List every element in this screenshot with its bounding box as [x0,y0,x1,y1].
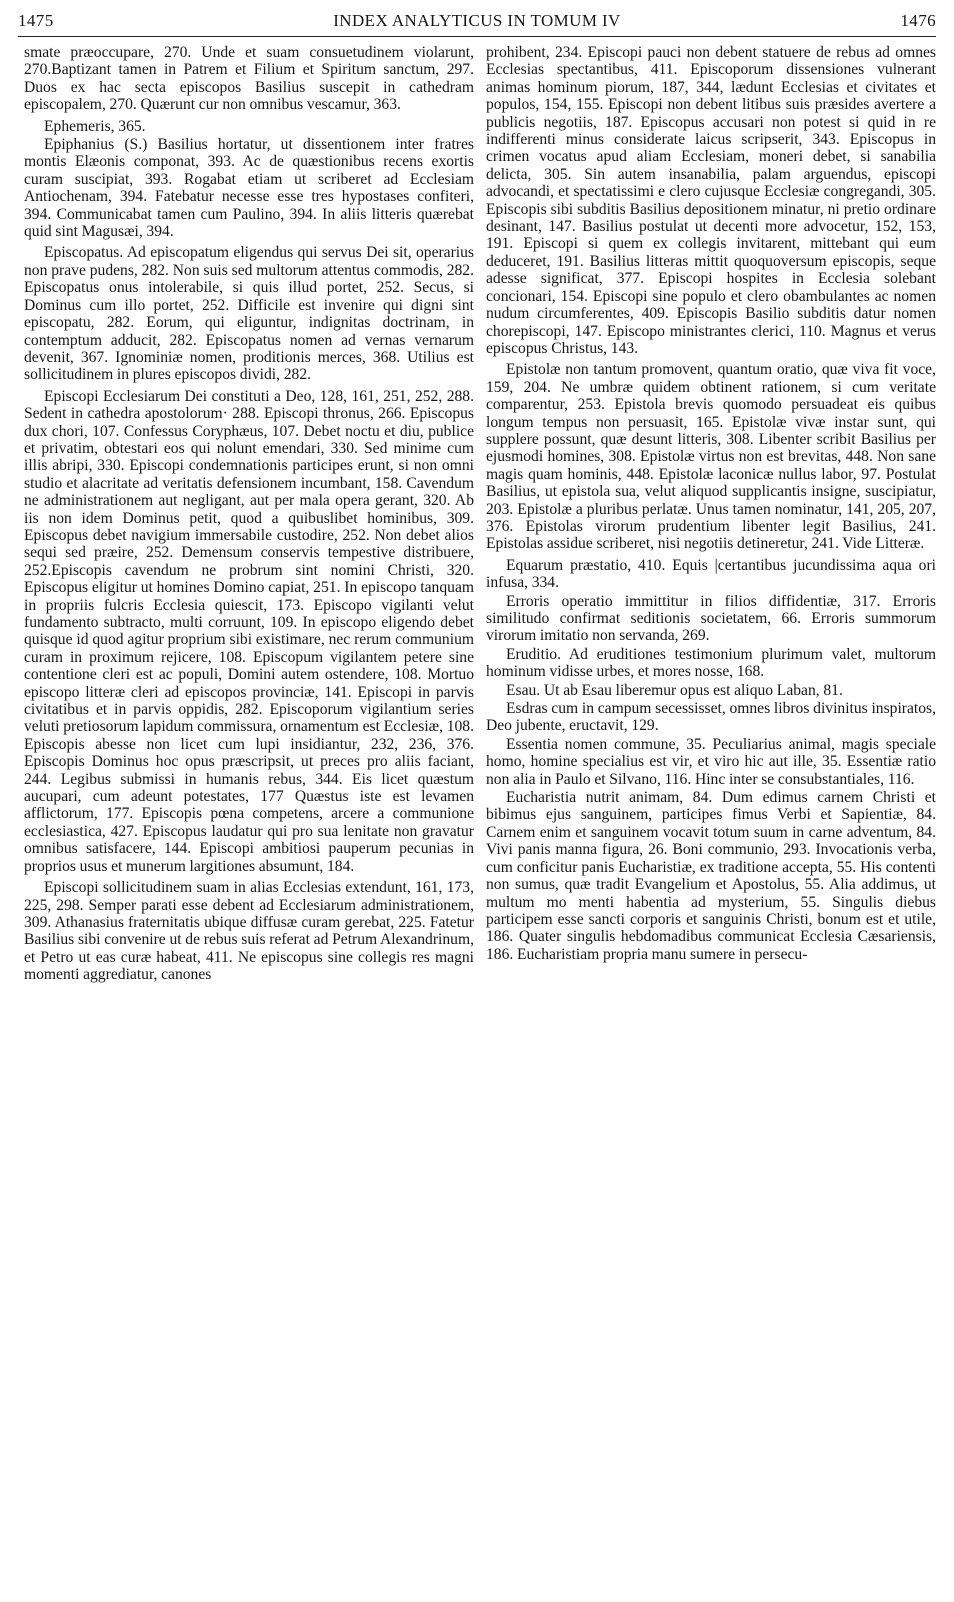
index-entry: Episcopi Ecclesiarum Dei constituti a Deo, 128, 161, 251, 252, 288. Sedent in cathedra apostolorum· 288. Episcopi thronus, 266. Episcopus dux chori, 107. Confessus Coryphæus, 107. Debet noctu et diu, publice et privatim, obtestari eos qui nolunt emendari, 330. Sed minime cum illis abripi, 330. Episcopi condemnationis participes erunt, si non omni studio et alacritate ad veritatis defensionem incumbant, 158. Cavendum ne administrationem aut negligant, aut per mala opera gerant, 320. Ab iis non idem Dominus petit, quod a quibuslibet hominibus, 309. Episcopus debet navigium immersabile custodire, 252. Non debet alios sequi sed præire, 252. Demensum conservis tempestive distribuere, 252.Episcopis cavendum ne probrum sint nomini Christi, 320. Episcopus eligitur ut homines Domino capiat, 251. In episcopo tanquam in propriis fulcris Ecclesia quiescit, 173. Episcopo vigilanti velut fundamento subtracto, multi corruunt, 109. In episcopo eligendo debet quisque id quod agitur proprium sibi existimare, nec rerum communium curam in proximum rejicere, 108. Episcopum vigilantem petere sine contentione cleri est ac populi, Domini autem ostendere, 108. Mortuo episcopo litteræ cleri ad episcopos provinciæ, 141. Episcopi in parvis civitatibus et in parvis oppidis, 282. Episcoporum vigilantium series veluti pretiosorum lapidum commissura, ornamentum est Ecclesiæ, 108. Episcopis abesse non licet cum lupi insidiantur, 232, 236, 376. Episcopis Dominus hoc opus præscripsit, ut preces pro aliis faciant, 244. Legibus submissi in humanis rebus, 344. Eis licet quæstum aucupari, cum adeunt potestates, 177 Quæstus iste est levamen afflictorum, 177. Episcopis pœna competens, arcere a communione ecclesiastica, 427. Episcopus laudatur qui pro sua lenitate non gravatur omnibus satisfacere, 144. Episcopi ambitiosi pauperum pecunias in proprios usus et munerum largitiones absumunt, 184. [24,387,474,875]
index-entry: Erroris operatio immittitur in filios diffidentiæ, 317. Erroris similitudo confirmat seditionis societatem, 66. Erroris summorum virorum imitatio non servanda, 269. [486,592,936,645]
index-entry: Episcopatus. Ad episcopatum eligendus qui servus Dei sit, operarius non prave pudens, 282. Non suis sed multorum attentus commodis, 282. Episcopatus onus intolerabile, si quis illud portet, 252. Secus, si Dominus cum illo portet, 252. Difficile est invenire qui digni sint episcopatu, 282. Eorum, qui eliguntur, indignitas doctrinam, in contemptum adducit, 282. Episcopatus nomen ad vernas vernarum devenit, 367. Ignominiæ nomen, proditionis merces, 368. Utilius est sollicitudinem in plures episcopos dividi, 282. [24,244,474,384]
index-entry: Esdras cum in campum secessisset, omnes libros divinitus inspiratos, Deo jubente, eructavit, 129. [486,700,936,735]
index-entry: Eucharistia nutrit animam, 84. Dum edimus carnem Christi et bibimus ejus sanguinem, participes fimus Verbi et Sapientiæ, 84. Carnem enim et sanguinem vocavit totum suum in carne adventum, 84. Vivi panis manna figura, 26. Boni communio, 293. Invocationis verba, cum conficitur panis Eucharistiæ, ex traditione accepta, 55. His contenti non sumus, quæ tradit Evangelium et Apostolus, 55. Alia addimus, ut multum mo menti habentia ad mysterium, 55. Singulis diebus participem esse sancti corporis et sanguinis Christi, bonum est et utile, 186. Quater singulis hebdomadibus communicat Ecclesia Cæsariensis, 186. Eucharistiam propria manu sumere in persecu- [486,789,936,963]
running-title: INDEX ANALYTICUS IN TOMUM IV [333,11,621,30]
index-entry: Esau. Ut ab Esau liberemur opus est aliquo Laban, 81. [506,681,843,699]
index-entry: Eruditio. Ad eruditiones testimonium plurimum valet, multorum hominum vidisse urbes, et mores nosse, 168. [486,645,936,681]
index-entry: smate præoccupare, 270. Unde et suam consuetudinem violarunt, 270.Baptizant tamen in Patrem et Filium et Spiritum sanctum, 297. Duos ex hac secta episcopos Basilius suscepit in cathedram episcopalem, 270. Quærunt cur non omnibus vescamur, 363. [24,44,474,114]
right-column [486,44,936,1594]
index-entry: Episcopi sollicitudinem suam in alias Ecclesias extendunt, 161, 173, 225, 298. Semper parati esse debent ad Ecclesiarum administrationem, 309. Athanasius fraternitatis ubique diffusæ curam gerebat, 225. Fatetur Basilius sibi convenire ut de rebus suis referat ad Petrum Alexandrinum, et Petro ut eas curæ habeat, 411. Ne episcopus sine collegis res magni momenti aggrediatur, canones [24,879,474,984]
index-entry: Ephemeris, 365. [44,117,146,135]
index-entry: Equarum præstatio, 410. Equis |certantibus jucundissima aqua ori infusa, 334. [486,556,936,592]
page-number-right: 1476 [900,11,936,30]
header-rule [18,36,936,37]
left-column [24,44,474,1594]
index-entry: prohibent, 234. Episcopi pauci non debent statuere de rebus ad omnes Ecclesias spectantibus, 411. Episcoporum dissensiones vulnerant animas hominum piorum, 187, 344, lædunt Ecclesias et civitates et populos, 154, 155. Episcopi non debent litibus suis præsides avertere a publicis negotiis, 187. Episcopus accusari non potest si quid in re indifferenti minus considerate laicus scripserit, 343. Episcopus in crimen vocatus apud aliam Ecclesiam, moneri debet, si sanabilia delicta, 305. Sin autem insanabilia, palam arguendus, episcopi advocandi, et spectatissimi e clero cujusque Ecclesiæ congregandi, 305. Episcopis sibi subditis Basilius depositionem minatur, ni pretio ordinare desinant, 147. Basilius postulat ut decenti more advocetur, 152, 153, 191. Episcopi si quem ex collegis invitarent, mittebant qui eum deduceret, 191. Basilius litteras mittit quoquoversum episcopis, seque adesse significat, 377. Episcopi hospites in Ecclesia solebant concionari, 154. Episcopi sine populo et clero obambulantes ac nomen nudum circumferentes, 409. Episcopis Basilio subditis datur nomen chorepiscopi, 147. Episcopo ministrantes clerici, 110. Magnus et verus episcopus Christus, 143. [486,44,936,357]
index-entry: Essentia nomen commune, 35. Peculiarius animal, magis speciale homo, homine specialius est vir, et viro hic aut ille, 35. Essentiæ ratio non alia in Paulo et Silvano, 116. Hinc inter se consubstantiales, 116. [486,735,936,788]
page-header [18,8,936,34]
index-entry: Epiphanius (S.) Basilius hortatur, ut dissentionem inter fratres montis Elæonis componat, 393. Ac de quæstionibus recens exortis curam suscipiat, 393. Rogabat etiam ut scriberet ad Ecclesiam Antiochenam, 394. Fatebatur necesse esse tres hypostases confiteri, 394. Communicabat tamen cum Paulino, 394. In aliis litteris quærebat quid sint Magusæi, 394. [24,136,474,241]
page-number-left: 1475 [18,11,54,30]
index-entry: Epistolæ non tantum promovent, quantum oratio, quæ viva fit voce, 159, 204. Ne umbræ quidem obtinent rationem, si cum veritate comparentur, 253. Epistola brevis quomodo persuadeat eis quibus longum tempus non persuasit, 165. Epistolæ vivæ instar sunt, qui supplere possunt, quæ desunt litteris, 308. Libenter scribit Basilius per ejusmodi homines, 308. Epistolæ virtus non est brevitas, 448. Non sane magis quam hominis, 448. Epistolæ laconicæ nullus labor, 97. Postulat Basilius, ut epistola sua, velut aliquod supplicantis insigne, suscipiatur, 203. Epistolæ a pluribus perlatæ. Unus tamen nominatur, 141, 205, 207, 376. Epistolas virorum prudentium libenter legit Basilius, 241. Epistolas assidue scriberet, nisi negotiis detineretur, 241. Vide Litteræ. [486,361,936,553]
